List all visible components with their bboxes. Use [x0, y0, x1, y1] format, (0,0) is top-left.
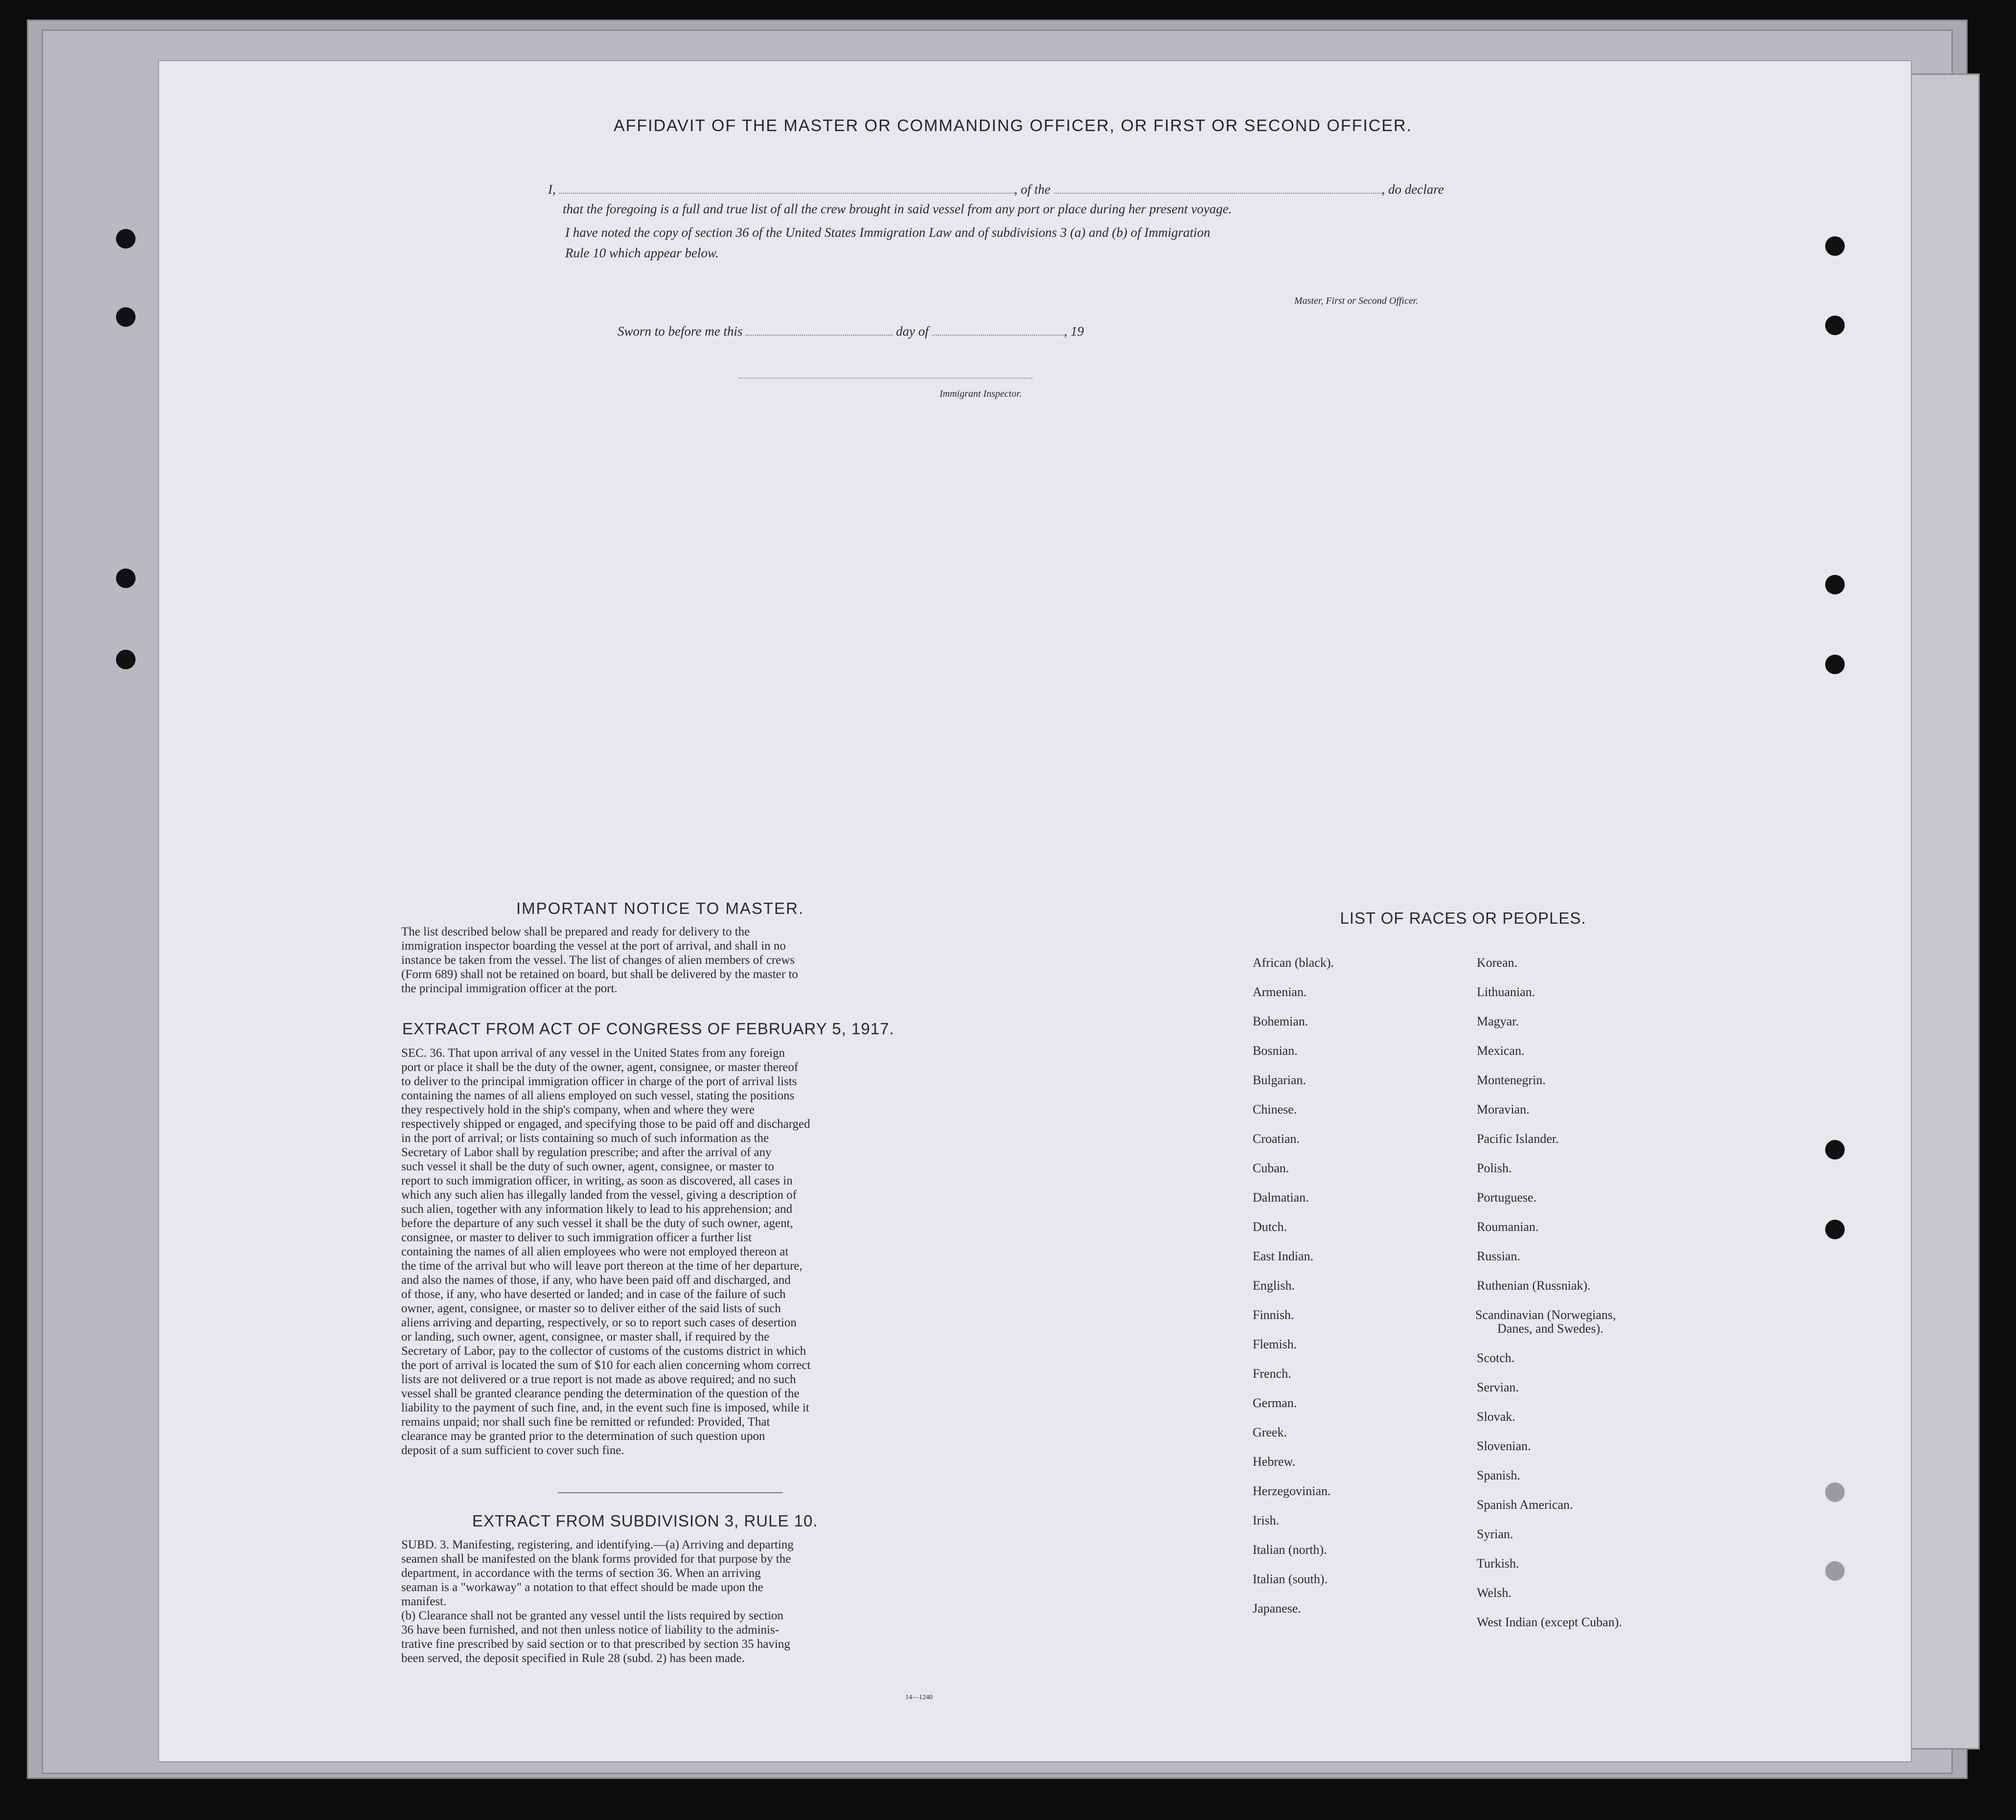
- affidavit-of-the: , of the: [1014, 182, 1051, 197]
- text-line: the principal immigration officer at the port.: [401, 982, 618, 995]
- affidavit-title: AFFIDAVIT OF THE MASTER OR COMMANDING OFFICER, OR FIRST OR SECOND OFFICER.: [613, 116, 1413, 135]
- race-item: English.: [1253, 1278, 1295, 1293]
- binder-hole: [1825, 575, 1845, 594]
- sworn-text: Sworn to before me this: [618, 324, 743, 339]
- race-item: Lithuanian.: [1477, 985, 1535, 999]
- binder-hole: [1825, 236, 1845, 256]
- race-item: Syrian.: [1477, 1527, 1513, 1541]
- race-item: Chinese.: [1253, 1102, 1297, 1116]
- vessel-blank[interactable]: [1054, 182, 1382, 194]
- text-line: SUBD. 3. Manifesting, registering, and identifying.—(a) Arriving and departing: [401, 1538, 794, 1551]
- text-line: in the port of arrival; or lists containing so much of such information as the: [401, 1132, 769, 1145]
- race-item: East Indian.: [1253, 1249, 1314, 1263]
- text-line: seamen shall be manifested on the blank forms provided for that purpose by the: [401, 1552, 791, 1566]
- text-line: been served, the deposit specified in Rule 28 (subd. 2) has been made.: [401, 1652, 745, 1665]
- text-line: immigration inspector boarding the vessel at the port of arrival, and shall in no: [401, 939, 786, 953]
- binder-hole: [1825, 1561, 1845, 1581]
- text-line: 36 have been furnished, and not then unless notice of liability to the adminis-: [401, 1623, 779, 1637]
- binder-hole: [1825, 316, 1845, 335]
- race-item: Herzegovinian.: [1253, 1484, 1331, 1498]
- text-line: or landing, such owner, agent, consignee, or master shall, if required by the: [401, 1330, 770, 1343]
- notice-paragraph: [401, 925, 976, 996]
- race-item: Ruthenian (Russniak).: [1477, 1278, 1591, 1293]
- text-line: respectively shipped or engaged, and specifying those to be paid off and discharged: [401, 1117, 810, 1131]
- race-item: Korean.: [1477, 956, 1518, 970]
- race-item: Slovak.: [1477, 1410, 1515, 1424]
- text-line: to deliver to the principal immigration officer in charge of the port of arrival lists: [401, 1075, 797, 1088]
- race-item: Servian.: [1477, 1380, 1519, 1394]
- text-line: department, in accordance with the terms of section 36. When an arriving: [401, 1567, 761, 1580]
- race-item: Polish.: [1477, 1161, 1512, 1175]
- text-line: the port of arrival is located the sum of $10 for each alien concerning whom correct: [401, 1359, 811, 1372]
- race-item: Pacific Islander.: [1477, 1132, 1559, 1146]
- extract-act-paragraph: [401, 1046, 976, 1457]
- affidavit-line-3: I have noted the copy of section 36 of the United States Immigration Law and of subdivisions 3 (a) and (b) of Immigration: [565, 225, 1211, 240]
- race-item: Dutch.: [1253, 1220, 1287, 1234]
- text-line: containing the names of all alien employees who were not employed thereon at: [401, 1245, 789, 1258]
- race-item: Hebrew.: [1253, 1455, 1296, 1469]
- race-item: Scotch.: [1477, 1351, 1515, 1365]
- race-item: Mexican.: [1477, 1044, 1525, 1058]
- extract-act-title: EXTRACT FROM ACT OF CONGRESS OF FEBRUARY 5, 1917.: [402, 1020, 894, 1038]
- section-divider: [558, 1492, 783, 1493]
- text-line: manifest.: [401, 1595, 447, 1608]
- sworn-month-blank[interactable]: [932, 324, 1064, 336]
- text-line: remains unpaid; nor shall such fine be remitted or refunded: Provided, That: [401, 1415, 770, 1429]
- text-line: seaman is a "workaway" a notation to that effect should be made upon the: [401, 1581, 763, 1594]
- race-item: Italian (north).: [1253, 1543, 1327, 1557]
- sworn-line: [618, 324, 1084, 339]
- inspector-signature-line[interactable]: [739, 378, 1032, 380]
- text-line: vessel shall be granted clearance pending the determination of the question of the: [401, 1387, 800, 1400]
- text-line: before the departure of any such vessel it shall be the duty of such owner, agent,: [401, 1217, 793, 1230]
- text-line: which any such alien has illegally landed from the vessel, giving a description of: [401, 1188, 797, 1202]
- binder-hole: [1825, 1220, 1845, 1239]
- race-item: Irish.: [1253, 1513, 1280, 1527]
- text-line: such alien, together with any information likely to lead to his apprehension; and: [401, 1203, 793, 1216]
- text-line: they respectively hold in the ship's company, when and where they were: [401, 1103, 755, 1116]
- race-item: Dalmatian.: [1253, 1190, 1309, 1205]
- extract-rule-paragraph: [401, 1538, 976, 1665]
- text-line: instance be taken from the vessel. The list of changes of alien members of crews: [401, 954, 795, 967]
- text-line: deposit of a sum sufficient to cover such fine.: [401, 1444, 624, 1457]
- text-line: aliens arriving and departing, respectively, or so to report such cases of desertion: [401, 1316, 797, 1329]
- text-line: of those, if any, who have deserted or landed; and in case of the failure of such: [401, 1288, 786, 1301]
- race-item: Bohemian.: [1253, 1014, 1308, 1028]
- binder-hole: [1825, 1482, 1845, 1502]
- race-item: Finnish.: [1253, 1308, 1294, 1322]
- sworn-day-blank[interactable]: [746, 324, 893, 336]
- name-blank[interactable]: [559, 182, 1014, 194]
- text-line: consignee, or master to deliver to such immigration officer a further list: [401, 1231, 752, 1244]
- race-item: Spanish.: [1477, 1468, 1520, 1482]
- race-item: Russian.: [1477, 1249, 1520, 1263]
- race-item: Flemish.: [1253, 1337, 1297, 1351]
- affidavit-line-1: [548, 182, 1444, 197]
- text-line: report to such immigration officer, in writing, as soon as discovered, all cases in: [401, 1174, 793, 1187]
- text-line: Secretary of Labor shall by regulation prescribe; and after the arrival of any: [401, 1146, 772, 1159]
- text-line: liability to the payment of such fine, and, in the event such fine is imposed, while it: [401, 1401, 809, 1414]
- race-item: Magyar.: [1477, 1014, 1519, 1028]
- notice-title: IMPORTANT NOTICE TO MASTER.: [516, 899, 804, 917]
- race-item: French.: [1253, 1366, 1291, 1381]
- year-text: , 19: [1064, 324, 1084, 339]
- race-item: Greek.: [1253, 1425, 1287, 1439]
- race-item: Turkish.: [1477, 1556, 1519, 1570]
- race-item: Portuguese.: [1477, 1190, 1537, 1205]
- binder-hole: [116, 229, 136, 249]
- race-item: African (black).: [1253, 956, 1334, 970]
- race-item: Moravian.: [1477, 1102, 1530, 1116]
- extract-rule-title: EXTRACT FROM SUBDIVISION 3, RULE 10.: [472, 1512, 818, 1530]
- race-item: Cuban.: [1253, 1161, 1289, 1175]
- text-line: SEC. 36. That upon arrival of any vessel in the United States from any foreign: [401, 1046, 785, 1060]
- text-line: clearance may be granted prior to the determination of such question upon: [401, 1430, 765, 1443]
- text-line: (Form 689) shall not be retained on board, but shall be delivered by the master to: [401, 968, 798, 981]
- affidavit-i: I,: [548, 182, 556, 197]
- binder-hole: [1825, 1140, 1845, 1160]
- text-line: The list described below shall be prepared and ready for delivery to the: [401, 925, 750, 938]
- day-of-text: day of: [896, 324, 929, 339]
- binder-hole: [116, 569, 136, 588]
- inspector-label: Immigrant Inspector.: [939, 388, 1022, 399]
- races-title: LIST OF RACES OR PEOPLES.: [1340, 909, 1586, 927]
- text-line: trative fine prescribed by said section or to that prescribed by section 35 having: [401, 1638, 790, 1651]
- binder-hole: [116, 307, 136, 327]
- race-item: Bulgarian.: [1253, 1073, 1306, 1087]
- text-line: and also the names of those, if any, who have been paid off and discharged, and: [401, 1274, 791, 1287]
- race-item: Slovenian.: [1477, 1439, 1531, 1453]
- text-line: containing the names of all aliens employed on such vessel, stating the positions: [401, 1089, 795, 1102]
- race-item: Italian (south).: [1253, 1572, 1328, 1586]
- race-item: Spanish American.: [1477, 1498, 1573, 1512]
- race-item: Welsh.: [1477, 1586, 1512, 1600]
- binder-hole: [116, 650, 136, 669]
- text-line: the time of the arrival but who will leave port thereon at the time of her departure,: [401, 1259, 802, 1273]
- race-item: Japanese.: [1253, 1601, 1301, 1615]
- text-line: lists are not delivered or a true report is not made as above required; and no such: [401, 1373, 796, 1386]
- binder-hole: [1825, 655, 1845, 674]
- race-item: Scandinavian (Norwegians,: [1475, 1308, 1616, 1322]
- race-item: Danes, and Swedes).: [1497, 1321, 1604, 1336]
- master-signature-label: Master, First or Second Officer.: [1294, 296, 1419, 306]
- race-item: West Indian (except Cuban).: [1477, 1615, 1622, 1629]
- race-item: Montenegrin.: [1477, 1073, 1546, 1087]
- text-line: (b) Clearance shall not be granted any vessel until the lists required by section: [401, 1609, 784, 1622]
- text-line: such vessel it shall be the duty of such owner, agent, consignee, or master to: [401, 1160, 774, 1173]
- form-number: 14—1240: [905, 1694, 933, 1701]
- affidavit-declare: , do declare: [1381, 182, 1444, 197]
- race-item: Armenian.: [1253, 985, 1307, 999]
- text-line: port or place it shall be the duty of the owner, agent, consignee, or master thereof: [401, 1061, 799, 1074]
- race-item: Bosnian.: [1253, 1044, 1298, 1058]
- affidavit-line-4: Rule 10 which appear below.: [565, 246, 719, 260]
- text-line: Secretary of Labor, pay to the collector of customs of the customs district in which: [401, 1344, 806, 1358]
- race-item: German.: [1253, 1396, 1297, 1410]
- affidavit-line-2: that the foregoing is a full and true list of all the crew brought in said vessel from any port or place during her present voyage.: [563, 202, 1232, 216]
- race-item: Roumanian.: [1477, 1220, 1539, 1234]
- race-item: Croatian.: [1253, 1132, 1300, 1146]
- text-line: owner, agent, consignee, or master so to deliver either of the said lists of such: [401, 1302, 781, 1315]
